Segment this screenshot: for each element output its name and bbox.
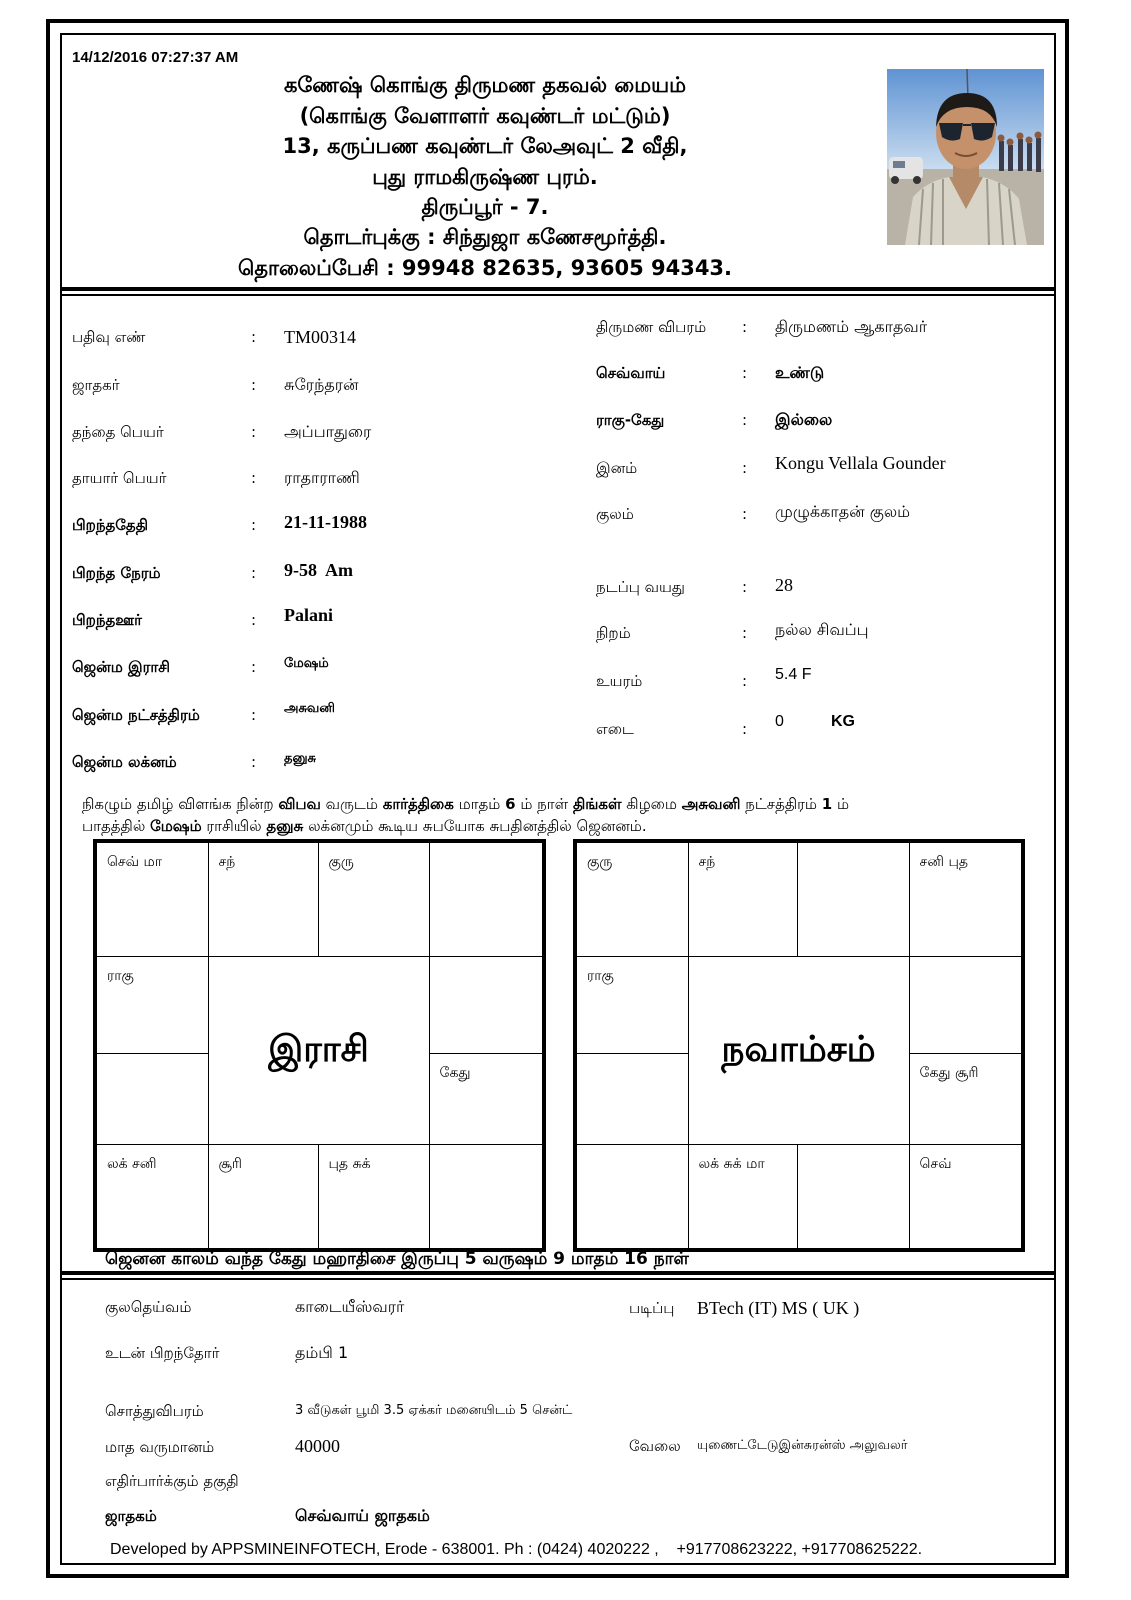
- paragraph-emphasis: திங்கள்: [572, 795, 622, 813]
- community-label: இனம்: [596, 459, 638, 477]
- rasi-cell-right-1: [429, 956, 544, 1053]
- rasi-chart: [93, 839, 546, 1252]
- bureau-name: கணேஷ் கொங்கு திருமண தகவல் மையம்: [283, 73, 687, 97]
- colon: :: [742, 672, 748, 690]
- birth-date-value: 21-11-1988: [284, 512, 367, 532]
- navamsa-chart-title: நவாம்சம்: [688, 956, 909, 1144]
- siblings-label: உடன் பிறந்தோர்: [105, 1344, 220, 1362]
- colon: :: [251, 376, 257, 394]
- birth-rasi-label: ஜென்ம இராசி: [72, 658, 170, 676]
- birth-time-label: பிறந்த நேரம்: [72, 564, 161, 582]
- paragraph-emphasis: மேஷம்: [150, 817, 202, 835]
- birth-paragraph: [82, 793, 1042, 837]
- rasi-cell-bottom-3: புத சுக்: [318, 1144, 429, 1250]
- horoscope-type-label: ஜாதகம்: [105, 1507, 157, 1525]
- rahu-ketu-label: ராகு-கேது: [596, 411, 665, 429]
- paragraph-text: நட்சத்திரம்: [740, 795, 822, 813]
- bureau-community: (கொங்கு வேளாளர் கவுண்டர் மட்டும்): [299, 104, 671, 128]
- monthly-income-value: 40000: [295, 1436, 340, 1456]
- chart-divider: [60, 1271, 1056, 1275]
- navamsa-cell-bottom-4: செவ்: [909, 1144, 1023, 1250]
- rasi-cell-top-2: சந்: [208, 841, 318, 956]
- contact-phone: தொலைப்பேசி : 99948 82635, 93605 94343.: [237, 256, 733, 280]
- registration-number-value: TM00314: [284, 327, 356, 347]
- colon: :: [742, 505, 748, 523]
- siblings-value: தம்பி 1: [295, 1343, 349, 1362]
- colon: :: [742, 720, 748, 738]
- horoscope-type-value: செவ்வாய் ஜாதகம்: [295, 1506, 430, 1525]
- current-age-value: 28: [775, 575, 793, 595]
- job-value: யுணைட்டேடுஇன்சுரன்ஸ் அலுவலர்: [697, 1438, 908, 1453]
- birth-time-value: 9-58 Am: [284, 560, 353, 580]
- paragraph-text: மாதம்: [453, 795, 506, 813]
- birth-lagna-value: தனுசு: [284, 751, 317, 766]
- father-name-label: தந்தை பெயர்: [72, 423, 164, 441]
- rasi-chart-title: இராசி: [208, 956, 429, 1144]
- navamsa-cell-right-2: கேது சூரி: [909, 1053, 1023, 1144]
- registration-number-label: பதிவு எண்: [72, 328, 146, 346]
- sevvai-value: உண்டு: [775, 363, 825, 382]
- paragraph-text: கிழமை: [621, 795, 682, 813]
- job-label: வேலை: [629, 1437, 681, 1455]
- rasi-cell-top-1: செவ் மா: [95, 841, 208, 956]
- navamsa-cell-top-2: சந்: [688, 841, 797, 956]
- colon: :: [742, 364, 748, 382]
- navamsa-cell-bottom-2: லக் சுக் மா: [688, 1144, 797, 1250]
- candidate-name-label: ஜாதகர்: [72, 376, 120, 394]
- paragraph-text: ம்: [832, 795, 850, 813]
- navamsa-cell-top-3: [797, 841, 909, 956]
- sevvai-label: செவ்வாய்: [596, 364, 666, 382]
- developer-credit: Developed by APPSMINEINFOTECH, Erode - 638001. Ph : (0424) 4020222 , +917708623222, +917708625222.: [110, 1541, 923, 1558]
- rasi-cell-right-2: கேது: [429, 1053, 544, 1144]
- colon: :: [251, 564, 257, 582]
- navamsa-cell-left-1: ராகு: [575, 956, 688, 1053]
- paragraph-emphasis: 6: [505, 795, 516, 813]
- paragraph-emphasis: விபவ: [278, 795, 321, 813]
- paragraph-emphasis: தனுசு: [266, 817, 304, 835]
- marital-status-label: திருமண விபரம்: [596, 318, 707, 336]
- father-name-value: அப்பாதுரை: [284, 422, 372, 441]
- birth-star-label: ஜென்ம நட்சத்திரம்: [72, 706, 200, 724]
- colon: :: [251, 658, 257, 676]
- colon: :: [251, 423, 257, 441]
- height-value: 5.4 F: [775, 666, 812, 683]
- birth-rasi-value: மேஷம்: [284, 656, 329, 671]
- navamsa-chart: [573, 839, 1025, 1252]
- paragraph-text: ம் நாள்: [515, 795, 573, 813]
- rasi-cell-left-1: ராகு: [95, 956, 208, 1053]
- colon: :: [251, 469, 257, 487]
- header-divider-thin: [60, 294, 1056, 296]
- navamsa-cell-top-4: சனி புத: [909, 841, 1023, 956]
- navamsa-cell-bottom-1: [575, 1144, 688, 1250]
- assets-value: 3 வீடுகள் பூமி 3.5 ஏக்கர் மனையிடம் 5 சென்ட்: [295, 1403, 573, 1418]
- weight-label: எடை: [596, 720, 634, 738]
- clan-label: குலம்: [596, 505, 634, 523]
- weight-value: 0: [775, 713, 784, 730]
- mother-name-value: ராதாராணி: [284, 468, 360, 487]
- current-age-label: நடப்பு வயது: [596, 578, 685, 596]
- assets-label: சொத்துவிபரம்: [105, 1402, 204, 1420]
- address-line-2: புது ராமகிருஷ்ண புரம்.: [372, 165, 598, 189]
- birth-place-label: பிறந்தஊர்: [72, 611, 143, 629]
- birth-star-value: அசுவனி: [284, 701, 335, 716]
- rasi-cell-top-4: [429, 841, 544, 956]
- community-value: Kongu Vellala Gounder: [775, 453, 946, 473]
- address-city: திருப்பூர் - 7.: [421, 195, 549, 219]
- colon: :: [742, 624, 748, 642]
- paragraph-emphasis: அசுவனி: [681, 795, 741, 813]
- contact-person: தொடர்புக்கு : சிந்துஜா கணேசமூர்த்தி.: [303, 225, 667, 249]
- paragraph-text: ராசியில்: [201, 817, 267, 835]
- paragraph-emphasis: 1: [821, 795, 833, 813]
- chart-divider-thin: [60, 1278, 1056, 1280]
- monthly-income-label: மாத வருமானம்: [105, 1438, 215, 1456]
- navamsa-cell-bottom-3: [797, 1144, 909, 1250]
- rahu-ketu-value: இல்லை: [775, 410, 833, 429]
- colon: :: [251, 753, 257, 771]
- profile-photo: [887, 69, 1044, 245]
- print-timestamp: 14/12/2016 07:27:37 AM: [72, 49, 239, 66]
- paragraph-emphasis: கார்த்திகை: [382, 795, 454, 813]
- mother-name-label: தாயார் பெயர்: [72, 469, 167, 487]
- clan-value: முழுக்காதன் குலம்: [775, 502, 910, 521]
- candidate-name-value: சுரேந்தரன்: [284, 375, 359, 394]
- colon: :: [251, 706, 257, 724]
- rasi-cell-bottom-2: சூரி: [208, 1144, 318, 1250]
- colon: :: [251, 611, 257, 629]
- colon: :: [742, 411, 748, 429]
- colon: :: [742, 318, 748, 336]
- family-deity-label: குலதெய்வம்: [105, 1298, 192, 1316]
- birth-paragraph-line: [82, 793, 1042, 815]
- birth-lagna-label: ஜென்ம லக்னம்: [72, 753, 177, 771]
- education-label: படிப்பு: [629, 1299, 675, 1317]
- navamsa-cell-left-2: [575, 1053, 688, 1144]
- expected-qualification-label: எதிர்பார்க்கும் தகுதி: [105, 1472, 239, 1490]
- colon: :: [251, 328, 257, 346]
- paragraph-text: வருடம்: [320, 795, 383, 813]
- rasi-cell-left-2: [95, 1053, 208, 1144]
- paragraph-text: லக்னமும் கூடிய சுபயோக சுபதினத்தில் ஜெனனம்.: [303, 817, 647, 835]
- colon: :: [742, 578, 748, 596]
- rasi-cell-top-3: குரு: [318, 841, 429, 956]
- paragraph-text: நிகழும் தமிழ் விளங்க நின்ற: [82, 795, 279, 813]
- height-label: உயரம்: [596, 672, 643, 690]
- navamsa-cell-top-1: குரு: [575, 841, 688, 956]
- birth-paragraph-line: [82, 815, 1042, 837]
- paragraph-text: பாதத்தில்: [82, 817, 151, 835]
- education-value: BTech (IT) MS ( UK ): [697, 1298, 860, 1318]
- weight-unit: KG: [831, 713, 855, 730]
- dasa-balance: ஜெனன காலம் வந்த கேது மஹாதிசை இருப்பு 5 வருஷம் 9 மாதம் 16 நாள்: [105, 1249, 689, 1269]
- colon: :: [742, 459, 748, 477]
- marital-status-value: திருமணம் ஆகாதவர்: [775, 317, 928, 336]
- colon: :: [251, 516, 257, 534]
- rasi-cell-bottom-1: லக் சனி: [95, 1144, 208, 1250]
- birth-date-label: பிறந்ததேதி: [72, 516, 148, 534]
- rasi-cell-bottom-4: [429, 1144, 544, 1250]
- header-divider: [60, 287, 1056, 291]
- navamsa-cell-right-1: [909, 956, 1023, 1053]
- complexion-label: நிறம்: [596, 624, 631, 642]
- complexion-value: நல்ல சிவப்பு: [775, 620, 869, 639]
- address-line-1: 13, கருப்பண கவுண்டர் லேஅவுட் 2 வீதி,: [282, 134, 688, 158]
- birth-place-value: Palani: [284, 605, 334, 625]
- family-deity-value: காடையீஸ்வரர்: [295, 1297, 405, 1316]
